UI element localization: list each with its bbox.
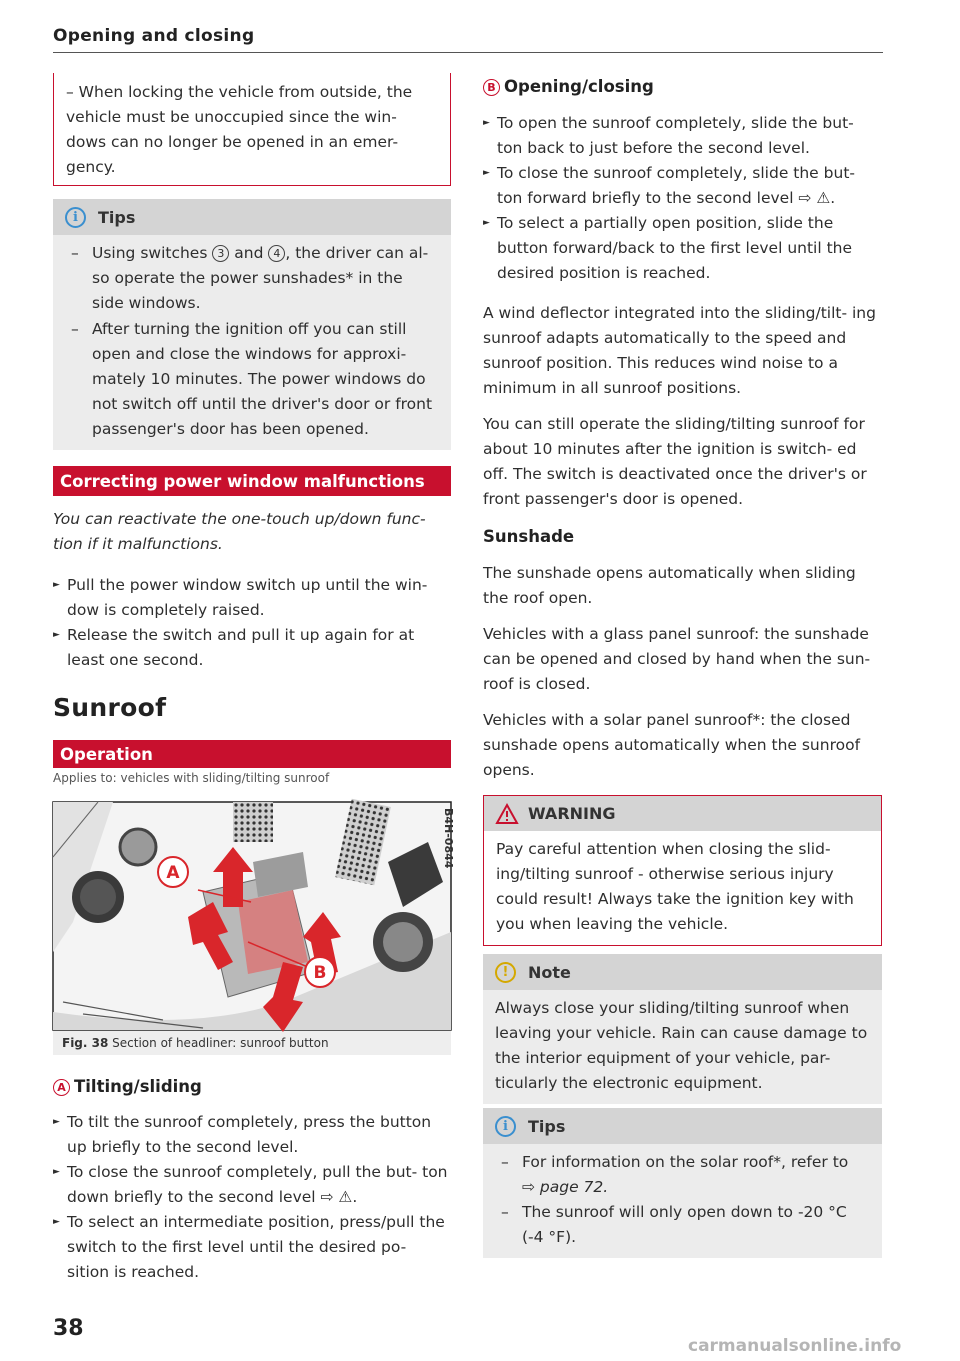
tilting-heading: Tilting/sliding bbox=[74, 1077, 202, 1096]
label-a-icon: A bbox=[53, 1079, 70, 1096]
list-item: ► To open the sunroof completely, slide the but- ton back to just before the second level. bbox=[483, 111, 882, 161]
operation-heading-bar bbox=[53, 740, 451, 768]
figure-38 bbox=[53, 802, 455, 1055]
warning-box bbox=[483, 795, 882, 946]
warning-continuation-text: – When locking the vehicle from outside, the vehicle must be unoccupied since the win- dows can no longer be opened in an emer- gency. bbox=[66, 83, 413, 176]
correcting-intro: You can reactivate the one-touch up/down func- tion if it malfunctions. bbox=[53, 510, 426, 553]
page-reference-link[interactable]: ⇨ page 72. bbox=[522, 1178, 609, 1196]
tips-header bbox=[483, 1108, 882, 1144]
correcting-heading: Correcting power window malfunctions bbox=[60, 471, 425, 491]
opening-heading: Opening/closing bbox=[504, 77, 654, 96]
tips-box-1 bbox=[53, 199, 451, 450]
note-header bbox=[483, 954, 882, 990]
tips-heading: Tips bbox=[528, 1116, 566, 1136]
note-box bbox=[483, 954, 882, 1104]
list-item: ► To close the sunroof completely, pull the but- ton down briefly to the second level ⇨ ⚠. bbox=[53, 1160, 451, 1210]
correcting-steps bbox=[53, 573, 451, 673]
watermark: carmanualsonline.info bbox=[688, 1336, 902, 1356]
info-icon: i bbox=[495, 1116, 516, 1137]
warning-text: Pay careful attention when closing the slid- ing/tilting sunroof - otherwise serious injury could result! Always take the ignition key with you when leaving the vehicle. bbox=[496, 840, 854, 933]
figure-caption-text: Section of headliner: sunroof button bbox=[112, 1036, 329, 1050]
list-item: ► To select an intermediate position, press/pull the switch to the first level until the desired po- sition is reached. bbox=[53, 1210, 451, 1285]
tips-body bbox=[53, 235, 451, 450]
page-header bbox=[53, 26, 883, 53]
tips-body bbox=[483, 1144, 882, 1258]
operate-after-ignition-paragraph: You can still operate the sliding/tilting sunroof for about 10 minutes after the ignition is switch- ed off. The switch is deactivated once the driver's or front passenger's door is opened. bbox=[483, 415, 867, 508]
callout-4: 4 bbox=[268, 245, 285, 262]
correcting-heading-bar bbox=[53, 466, 451, 496]
warning-header bbox=[483, 795, 882, 831]
note-heading: Note bbox=[528, 962, 571, 982]
tips-item: – Using switches 3 and 4 , the driver can al- so operate the power sunshades* in the side windows. bbox=[65, 241, 439, 316]
sunroof-button-illustration bbox=[53, 802, 455, 1030]
sunshade-paragraph-1: The sunshade opens automatically when sliding the roof open. bbox=[483, 564, 856, 607]
applies-to: Applies to: vehicles with sliding/tilting sunroof bbox=[53, 771, 330, 785]
tips-item: – After turning the ignition off you can still open and close the windows for approxi- mately 10 minutes. The power windows do not switch off until the driver's door or front passenger's door has been opened. bbox=[65, 317, 439, 442]
figure-caption bbox=[53, 1030, 451, 1050]
tips-heading: Tips bbox=[98, 207, 136, 227]
sunshade-heading: Sunshade bbox=[483, 527, 575, 546]
warning-body bbox=[483, 831, 882, 946]
callout-3: 3 bbox=[212, 245, 229, 262]
wind-deflector-paragraph: A wind deflector integrated into the sliding/tilt- ing sunroof adapts automatically to the speed and sunroof position. This reduces wind noise to a minimum in all sunroof positions. bbox=[483, 304, 876, 397]
list-item: ► To select a partially open position, slide the button forward/back to the first level until the desired position is reached. bbox=[483, 211, 882, 286]
list-item: ► Release the switch and pull it up again for at least one second. bbox=[53, 623, 451, 673]
warning-heading: WARNING bbox=[528, 804, 616, 823]
tips-item: – For information on the solar roof*, refer to ⇨ page 72. bbox=[495, 1150, 870, 1200]
warning-triangle-icon bbox=[496, 804, 518, 824]
callout-a: A bbox=[166, 863, 180, 883]
note-text: Always close your sliding/tilting sunroof when leaving your vehicle. Rain can cause damage to the interior equipment of your vehicle, par- ticularly the electronic equipment. bbox=[495, 999, 868, 1092]
opening-steps bbox=[483, 111, 882, 286]
page-number: 38 bbox=[53, 1316, 84, 1341]
opening-heading-row bbox=[483, 77, 654, 96]
info-icon: i bbox=[65, 207, 86, 228]
warning-continuation bbox=[53, 73, 451, 186]
list-item: ► To tilt the sunroof completely, press the button up briefly to the second level. bbox=[53, 1110, 451, 1160]
tilting-heading-row bbox=[53, 1077, 202, 1096]
sunshade-paragraph-2: Vehicles with a glass panel sunroof: the sunshade can be opened and closed by hand when the sun- roof is closed. bbox=[483, 625, 871, 693]
figure-number: Fig. 38 bbox=[62, 1036, 109, 1050]
note-body bbox=[483, 990, 882, 1104]
exclamation-icon: ! bbox=[495, 962, 516, 983]
figure-code: B4H-0844 bbox=[442, 808, 455, 869]
label-b-icon: B bbox=[483, 79, 500, 96]
operation-heading: Operation bbox=[60, 744, 153, 764]
sunshade-paragraph-3: Vehicles with a solar panel sunroof*: the closed sunshade opens automatically when the sunroof opens. bbox=[483, 711, 861, 779]
list-item: ► Pull the power window switch up until the win- dow is completely raised. bbox=[53, 573, 451, 623]
tips-box-2 bbox=[483, 1108, 882, 1258]
tilting-steps bbox=[53, 1110, 451, 1285]
callout-b: B bbox=[313, 963, 327, 983]
sunroof-heading: Sunroof bbox=[53, 693, 167, 722]
tips-item: – The sunroof will only open down to -20 °C (-4 °F). bbox=[495, 1200, 870, 1250]
section-title: Opening and closing bbox=[53, 26, 255, 46]
tips-header bbox=[53, 199, 451, 235]
list-item: ► To close the sunroof completely, slide the but- ton forward briefly to the second level ⇨ ⚠. bbox=[483, 161, 882, 211]
